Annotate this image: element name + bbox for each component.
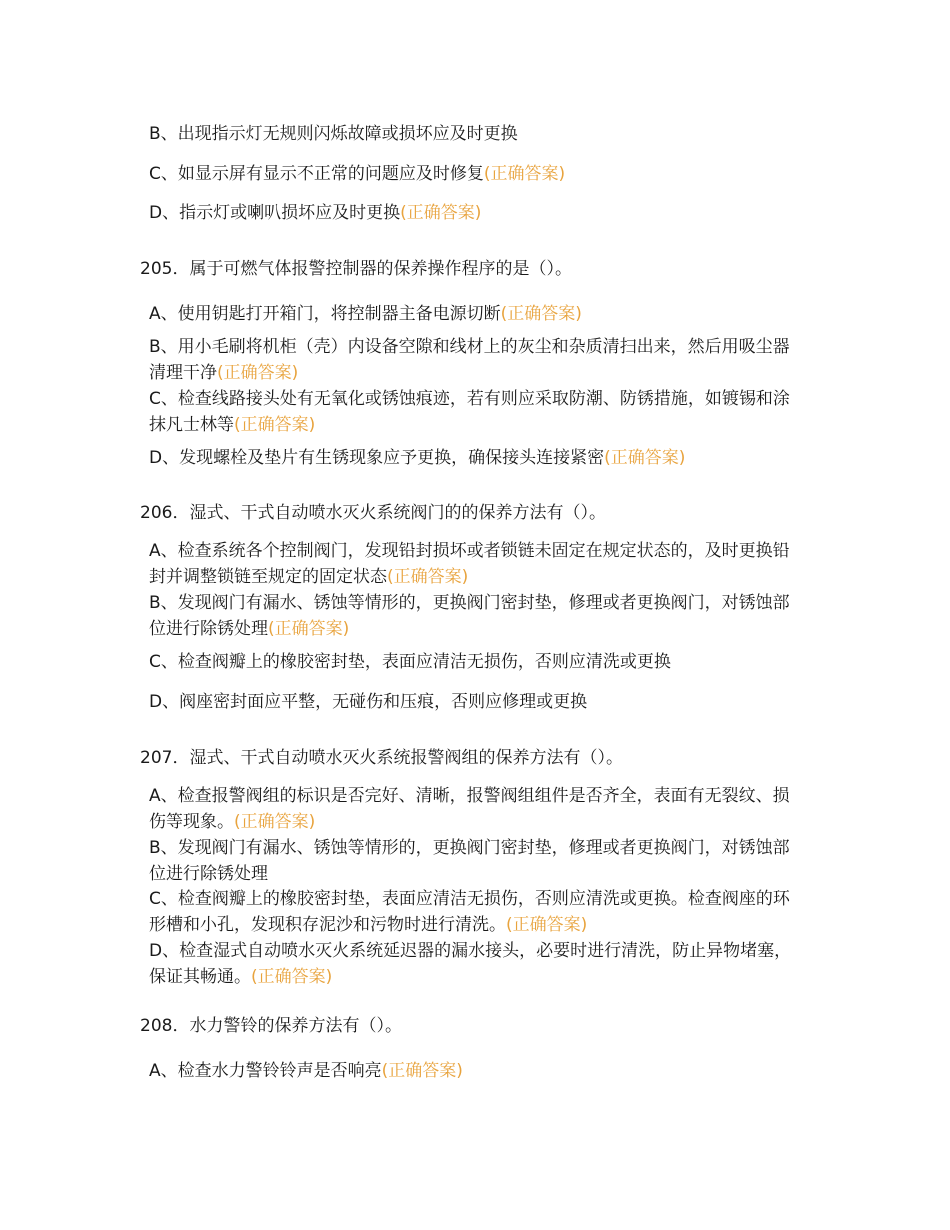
option-text: A、使用钥匙打开箱门，将控制器主备电源切断 xyxy=(149,304,501,324)
q205-option-c xyxy=(149,386,799,438)
option-text: A、检查报警阀组的标识是否完好、清晰，报警阀组组件是否齐全，表面有无裂纹、损伤等现象。 xyxy=(149,786,790,832)
correct-answer-tag: (正确答案) xyxy=(400,203,482,223)
q206-option-d xyxy=(149,689,799,715)
option-text: C、检查阀瓣上的橡胶密封垫，表面应清洁无损伤，否则应清洗或更换。检查阀座的环形槽和小孔，发现积存泥沙和污物时进行清洗。 xyxy=(149,889,790,935)
q207-option-a xyxy=(149,783,799,835)
option-text: D、指示灯或喇叭损坏应及时更换 xyxy=(149,203,401,223)
q204-option-b xyxy=(149,121,799,147)
option-text: B、发现阀门有漏水、锈蚀等情形的，更换阀门密封垫，修理或者更换阀门，对锈蚀部位进行除锈处理 xyxy=(149,838,790,884)
correct-answer-tag: (正确答案) xyxy=(217,363,299,383)
q206-option-a xyxy=(149,538,799,590)
q207-option-c xyxy=(149,886,799,938)
correct-answer-tag: (正确答案) xyxy=(381,1061,463,1081)
question-208-title: 208．水力警铃的保养方法有（）。 xyxy=(140,1016,402,1036)
option-text: B、出现指示灯无规则闪烁故障或损坏应及时更换 xyxy=(149,124,518,144)
q205-option-b xyxy=(149,334,799,386)
correct-answer-tag: (正确答案) xyxy=(234,415,316,435)
option-text: A、检查系统各个控制阀门，发现铅封损坏或者锁链未固定在规定状态的，及时更换铅封并调整锁链至规定的固定状态 xyxy=(149,541,790,587)
option-text: B、发现阀门有漏水、锈蚀等情形的，更换阀门密封垫，修理或者更换阀门，对锈蚀部位进行除锈处理 xyxy=(149,593,790,639)
option-text: C、检查线路接头处有无氧化或锈蚀痕迹，若有则应采取防潮、防锈措施，如镀锡和涂抹凡士林等 xyxy=(149,389,790,435)
question-207-title: 207．湿式、干式自动喷水灭火系统报警阀组的保养方法有（）。 xyxy=(140,748,623,768)
option-text: C、如显示屏有显示不正常的问题应及时修复 xyxy=(149,164,484,184)
option-text: B、用小毛刷将机柜（壳）内设备空隙和线材上的灰尘和杂质清扫出来，然后用吸尘器清理干净 xyxy=(149,337,790,383)
question-206-title: 206．湿式、干式自动喷水灭火系统阀门的的保养方法有（）。 xyxy=(140,503,606,523)
q204-option-c xyxy=(149,161,799,187)
correct-answer-tag: (正确答案) xyxy=(604,448,686,468)
correct-answer-tag: (正确答案) xyxy=(387,567,469,587)
q206-option-c xyxy=(149,649,799,675)
correct-answer-tag: (正确答案) xyxy=(483,164,566,184)
q204-option-d xyxy=(149,200,799,226)
q207-option-b xyxy=(149,835,799,887)
correct-answer-tag: (正确答案) xyxy=(500,304,582,324)
correct-answer-tag: (正确答案) xyxy=(234,812,316,832)
option-text: C、检查阀瓣上的橡胶密封垫，表面应清洁无损伤，否则应清洗或更换 xyxy=(149,652,671,672)
q206-option-b xyxy=(149,590,799,642)
q205-option-d xyxy=(149,445,799,471)
correct-answer-tag: (正确答案) xyxy=(251,967,333,987)
option-text: D、发现螺栓及垫片有生锈现象应予更换，确保接头连接紧密 xyxy=(149,448,605,468)
question-205-title: 205．属于可燃气体报警控制器的保养操作程序的是（）。 xyxy=(140,259,572,279)
option-text: D、检查湿式自动喷水灭火系统延迟器的漏水接头，必要时进行清洗，防止异物堵塞，保证其畅通。 xyxy=(149,941,792,987)
correct-answer-tag: (正确答案) xyxy=(268,619,350,639)
correct-answer-tag: (正确答案) xyxy=(506,915,588,935)
option-text: A、检查水力警铃铃声是否响亮 xyxy=(149,1061,382,1081)
q205-option-a xyxy=(149,301,799,327)
q208-option-a xyxy=(149,1058,799,1084)
option-text: D、阀座密封面应平整，无碰伤和压痕，否则应修理或更换 xyxy=(149,692,588,712)
q207-option-d xyxy=(149,938,799,990)
